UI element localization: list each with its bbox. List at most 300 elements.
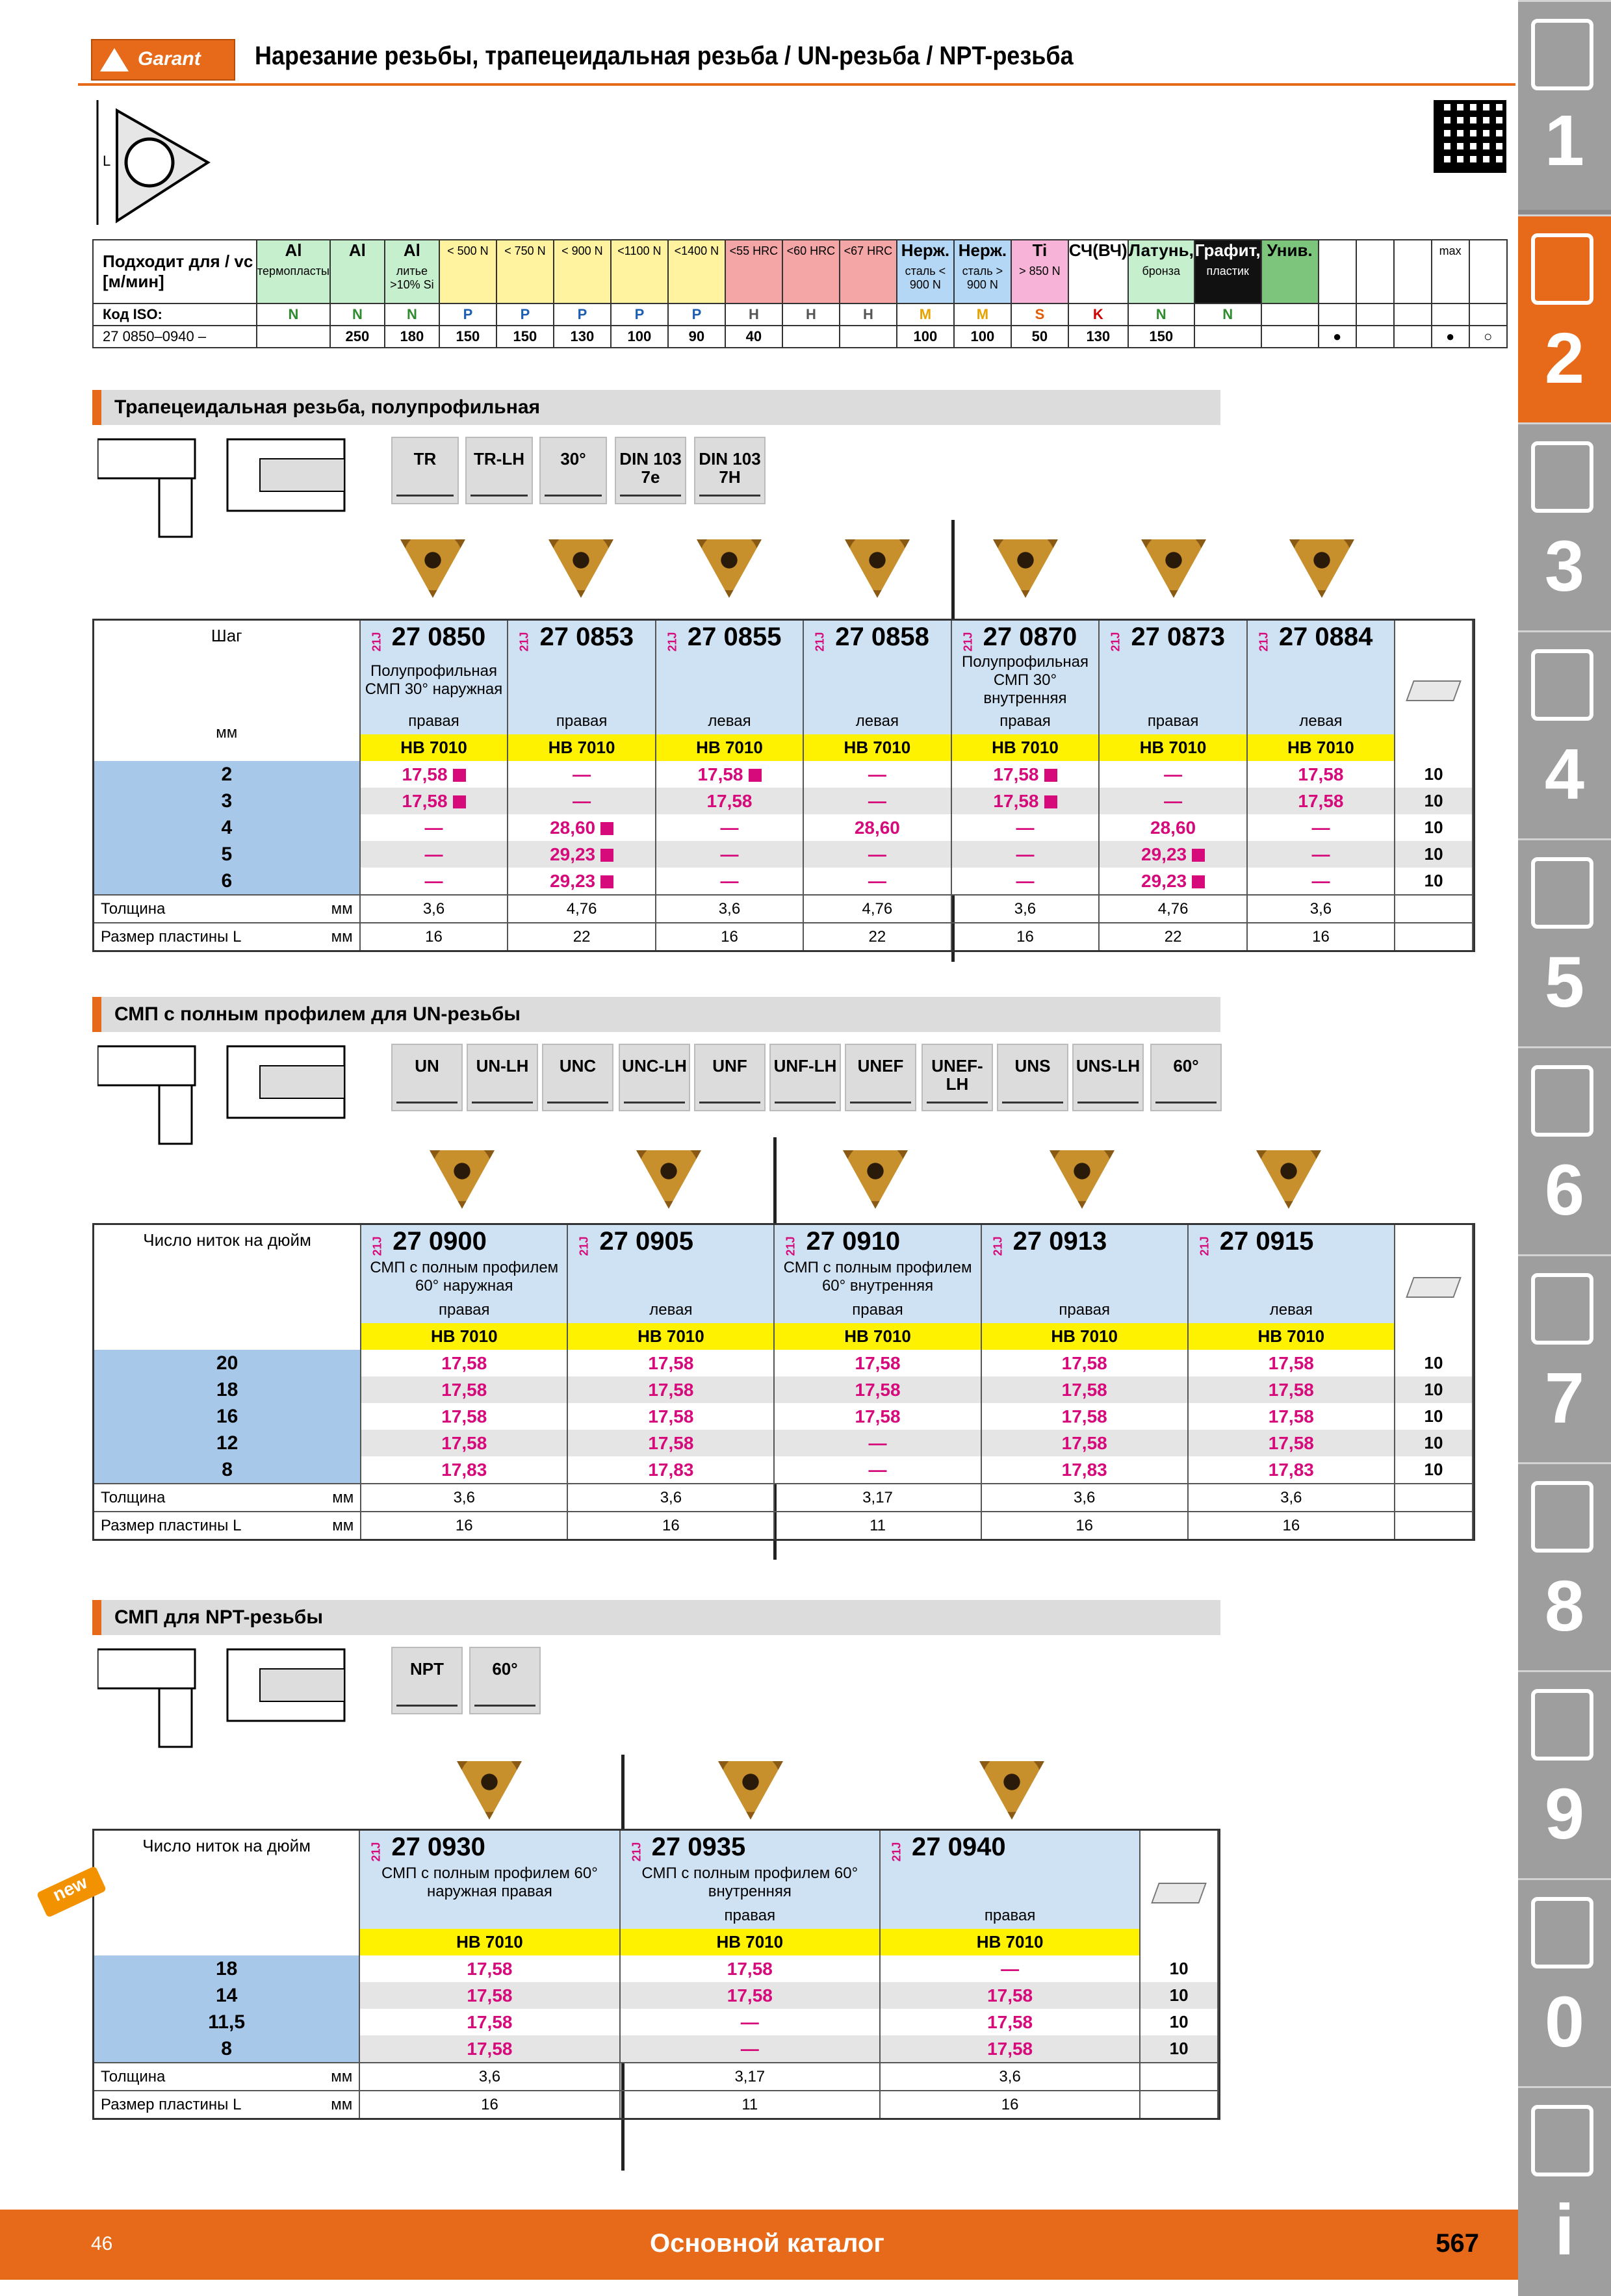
price-cell[interactable]: 17,58 [567,1403,774,1430]
footer [0,2210,1518,2280]
pack-quantity: 10 [1395,788,1473,814]
cutting-speed-cell: 100 [954,326,1011,348]
price-cell[interactable]: 17,58 [774,1403,981,1430]
side-tab-number: 2 [1544,318,1585,398]
garant-logo [91,39,235,81]
stock-indicator-icon [600,849,613,862]
section-icon [1531,1897,1593,1968]
side-tab-number: 8 [1544,1566,1585,1646]
price-cell[interactable]: 17,58 [774,1376,981,1403]
thread-standard-badge: NPT [391,1647,463,1714]
iso-code-cell: P [439,303,496,326]
material-column-header: < 500 N [439,240,496,303]
pack-quantity: 10 [1395,761,1473,788]
hand-direction: правая [880,1902,1140,1929]
thread-standard-badge: TR-LH [465,437,533,504]
cutting-speed-cell: 150 [496,326,554,348]
size-label: Размер пластины L мм [94,1512,361,1539]
side-tab-6[interactable] [1518,1046,1611,1256]
material-column-header: Графит, пластик [1194,240,1261,303]
price-cell[interactable]: 17,58 [359,1982,619,2009]
side-tab-5[interactable] [1518,838,1611,1048]
order-number[interactable]: 21J 27 0873 [1099,621,1246,653]
price-cell[interactable]: 17,58 [567,1376,774,1403]
new-badge: new [36,1866,107,1918]
material-column-header: <1400 N [668,240,725,303]
iso-code-cell: P [554,303,611,326]
row-key: 18 [94,1955,359,1982]
section-icon [1531,1273,1593,1345]
price-cell[interactable]: 28,60 [803,814,951,841]
size-label: Размер пластины L мм [94,2091,359,2118]
insert-description: СМП с полным профилем 60° наружная [361,1258,567,1296]
price-cell[interactable]: 17,58 [361,1350,567,1376]
section-title: СМП для NPT-резьбы [114,1606,323,1628]
size-value: 16 [360,923,508,950]
pack-size-icon [1395,621,1473,761]
price-cell[interactable]: — [620,2009,880,2035]
order-number[interactable]: 21J 27 0905 [567,1225,774,1258]
price-cell[interactable]: — [1099,761,1246,788]
side-tab-1[interactable] [1518,0,1611,210]
side-tab-number: i [1554,2190,1575,2270]
suitability-header-label: Подходит для / vc [м/мин] [93,240,257,303]
price-cell[interactable]: — [1247,814,1395,841]
section-icon [1531,857,1593,929]
price-cell[interactable]: 17,58 [359,2035,619,2063]
thickness-value: 3,6 [951,895,1100,923]
insert-image [845,533,910,598]
order-number[interactable]: 21J 27 0940 [880,1831,1140,1863]
row-key: 2 [94,761,360,788]
insert-description: СМП с полным профилем 60° внутренняя [774,1258,981,1296]
price-cell[interactable]: 17,58 [774,1350,981,1376]
carbide-grade: HB 7010 [803,734,951,761]
insert-image [636,1144,701,1209]
material-column-header [1356,240,1394,303]
hand-direction: правая [1099,708,1246,734]
order-number[interactable]: 21J 27 0858 [803,621,951,653]
order-number[interactable]: 21J 27 0850 [360,621,508,653]
price-cell[interactable]: 17,83 [361,1456,567,1484]
cutting-speed-cell [840,326,897,348]
price-cell[interactable]: 17,58 [951,788,1100,814]
thread-standard-badge: DIN 103 7e [615,437,686,504]
thread-standard-badge: UNF-LH [769,1044,841,1111]
price-cell[interactable]: 17,58 [359,2009,619,2035]
page-title: Нарезание резьбы, трапецеидальная резьба / UN-резьба / NPT-резьба [255,42,1074,70]
material-column-header: Унив. [1261,240,1319,303]
price-cell[interactable]: 17,58 [359,1955,619,1982]
carbide-grade: HB 7010 [1247,734,1395,761]
price-cell[interactable]: 17,58 [880,2009,1140,2035]
price-cell[interactable]: — [1247,841,1395,868]
price-cell[interactable]: 17,58 [656,761,803,788]
insert-image [1050,1144,1115,1209]
insert-description [1099,653,1246,708]
pack-quantity: 10 [1395,1456,1473,1484]
thickness-value: 3,17 [774,1484,981,1512]
insert-description [1247,653,1395,708]
section-icon [1531,649,1593,721]
price-cell[interactable]: — [803,761,951,788]
side-tab-7[interactable] [1518,1254,1611,1464]
material-column-header: <60 HRC [782,240,840,303]
hand-direction: левая [1188,1296,1395,1323]
hand-direction: левая [803,708,951,734]
price-cell[interactable]: 17,58 [981,1403,1188,1430]
price-cell[interactable]: 17,58 [361,1430,567,1456]
thread-standard-badge: DIN 103 7H [694,437,766,504]
iso-code-cell: N [1194,303,1261,326]
insert-description [567,1258,774,1296]
order-number[interactable]: 21J 27 0853 [508,621,655,653]
iso-code-cell: N [330,303,385,326]
stock-indicator-icon [600,822,613,835]
insert-description [981,1258,1188,1296]
price-cell[interactable]: — [1099,788,1246,814]
price-cell[interactable]: 17,58 [1188,1403,1395,1430]
insert-description [1188,1258,1395,1296]
thread-standard-badge: UNC-LH [619,1044,690,1111]
insert-description: Полупрофильная СМП 30° внутренняя [951,653,1100,708]
brand-name: Garant [138,48,201,70]
threading-setup-diagram [97,1040,357,1150]
order-number[interactable]: 21J 27 0913 [981,1225,1188,1258]
cutting-speed-cell [1394,326,1432,348]
price-row [94,1350,1473,1376]
order-number[interactable]: 21J 27 0855 [656,621,803,653]
cutting-speed-cell: 130 [554,326,611,348]
price-cell[interactable]: 29,23 [508,868,655,895]
price-cell[interactable]: 17,58 [620,1982,880,2009]
hand-direction: левая [656,708,803,734]
material-column-header: Al литье >10% Si [385,240,439,303]
pack-quantity: 10 [1140,1955,1218,1982]
price-cell[interactable]: 17,58 [361,1403,567,1430]
price-cell[interactable]: 29,23 [1099,868,1246,895]
carbide-grade: HB 7010 [620,1929,880,1955]
price-cell[interactable]: 28,60 [1099,814,1246,841]
footer-left-number: 46 [91,2233,113,2254]
material-column-header: Ti > 850 N [1011,240,1068,303]
price-cell[interactable]: 17,58 [620,1955,880,1982]
carbide-grade: HB 7010 [656,734,803,761]
insert-image [697,533,762,598]
cutting-speed-cell [782,326,840,348]
price-cell[interactable]: 29,23 [1099,841,1246,868]
product-table [92,619,1475,952]
side-tab-number: 9 [1544,1774,1585,1854]
price-cell[interactable]: — [880,1955,1140,1982]
iso-code-cell [1261,303,1319,326]
size-value: 16 [359,2091,619,2118]
thread-standard-badge: UNS [997,1044,1068,1111]
thickness-value: 3,6 [361,1484,567,1512]
thread-standard-badge: UNEF [845,1044,916,1111]
thread-standard-badge: 60° [469,1647,541,1714]
price-cell[interactable]: 17,58 [360,788,508,814]
hand-direction: правая [508,708,655,734]
thread-standard-badge: UN-LH [467,1044,538,1111]
price-cell[interactable]: 17,83 [567,1456,774,1484]
cutting-speed-cell: 130 [1068,326,1128,348]
insert-description [880,1863,1140,1902]
price-cell[interactable]: 17,58 [656,788,803,814]
cutting-speed-cell [1356,326,1394,348]
iso-code-cell: H [782,303,840,326]
section-title: СМП с полным профилем для UN-резьбы [114,1003,521,1025]
price-row [94,1403,1473,1430]
thread-standard-badge: UNF [694,1044,766,1111]
size-value: 16 [567,1512,774,1539]
carbide-grade: HB 7010 [880,1929,1140,1955]
hand-direction: правая [360,708,508,734]
price-cell[interactable]: — [620,2035,880,2063]
price-cell[interactable]: 17,58 [981,1376,1188,1403]
insert-image [548,533,613,598]
svg-text:L: L [103,153,111,169]
material-column-header [1319,240,1356,303]
price-row [94,1376,1473,1403]
thread-standard-badge: TR [391,437,459,504]
price-cell[interactable]: — [656,841,803,868]
size-value: 16 [656,923,803,950]
insert-image [979,1755,1044,1820]
section-icon [1531,1481,1593,1553]
carbide-grade: HB 7010 [951,734,1100,761]
pack-quantity: 10 [1395,1430,1473,1456]
article-range-label: 27 0850–0940 – [93,326,257,348]
side-tab-0[interactable] [1518,1878,1611,2088]
price-cell[interactable]: 17,83 [981,1456,1188,1484]
insert-image [993,533,1058,598]
material-column-header: max [1432,240,1469,303]
iso-code-cell: H [725,303,782,326]
iso-code-cell: M [954,303,1011,326]
product-table [92,1829,1220,2120]
side-tab-number: 7 [1544,1358,1585,1438]
material-column-header: <1100 N [611,240,668,303]
price-cell[interactable]: — [360,868,508,895]
price-row [94,788,1473,814]
carbide-grade: HB 7010 [981,1323,1188,1350]
insert-image [1256,1144,1321,1209]
row-key: 12 [94,1430,361,1456]
pack-quantity: 10 [1395,1403,1473,1430]
header-divider [78,83,1515,86]
thickness-value: 4,76 [803,895,951,923]
price-cell[interactable]: 17,58 [361,1376,567,1403]
thread-standard-badge: UN [391,1044,463,1111]
price-cell[interactable]: — [1247,868,1395,895]
carbide-grade: HB 7010 [361,1323,567,1350]
price-cell[interactable]: — [774,1456,981,1484]
section-header [92,997,1220,1032]
insert-description: СМП с полным профилем 60° наружная правая [359,1863,619,1902]
price-cell[interactable]: — [951,814,1100,841]
insert-image [430,1144,495,1209]
carbide-grade: HB 7010 [359,1929,619,1955]
row-key: 16 [94,1403,361,1430]
row-key: 11,5 [94,2009,359,2035]
thread-standard-badge: UNC [542,1044,613,1111]
pack-quantity: 10 [1395,814,1473,841]
material-column-header: Латунь, бронза [1128,240,1194,303]
price-cell[interactable]: 17,58 [981,1350,1188,1376]
price-cell[interactable]: — [360,841,508,868]
order-number[interactable]: 21J 27 0915 [1188,1225,1395,1258]
pack-quantity: 10 [1140,1982,1218,2009]
price-cell[interactable]: — [508,788,655,814]
material-column-header: Нерж. сталь > 900 N [954,240,1011,303]
pack-quantity: 10 [1395,1350,1473,1376]
material-column-header: < 900 N [554,240,611,303]
size-value: 16 [981,1512,1188,1539]
insert-description: СМП с полным профилем 60° внутренняя [620,1863,880,1902]
hand-direction [359,1902,619,1929]
material-column-header [1394,240,1432,303]
cutting-speed-cell: 50 [1011,326,1068,348]
size-value: 16 [361,1512,567,1539]
insert-dimension-diagram [91,97,221,227]
price-row [94,868,1473,895]
size-value: 11 [620,2091,880,2118]
thickness-value: 3,17 [620,2063,880,2091]
price-cell[interactable]: — [360,814,508,841]
cutting-speed-cell [1261,326,1319,348]
iso-code-cell: N [385,303,439,326]
price-cell[interactable]: 17,58 [1188,1430,1395,1456]
price-row [94,1456,1473,1484]
key-column-header: Число ниток на дюйм [94,1225,361,1350]
hand-direction: правая [774,1296,981,1323]
price-cell[interactable]: 17,83 [1188,1456,1395,1484]
insert-image [400,533,465,598]
order-number[interactable]: 21J 27 0930 [359,1831,619,1863]
side-tab-number: 5 [1544,942,1585,1022]
qr-code[interactable] [1434,100,1506,173]
price-cell[interactable]: 28,60 [508,814,655,841]
carbide-grade: HB 7010 [774,1323,981,1350]
side-tab-8[interactable] [1518,1462,1611,1672]
page-number: 567 [1436,2229,1479,2258]
thickness-value: 3,6 [1188,1484,1395,1512]
cutting-speed-cell: 90 [668,326,725,348]
thickness-value: 3,6 [880,2063,1140,2091]
price-cell[interactable]: 29,23 [508,841,655,868]
order-number[interactable]: 21J 27 0884 [1247,621,1395,653]
price-row [94,1430,1473,1456]
price-cell[interactable]: — [951,841,1100,868]
material-column-header: СЧ(ВЧ) [1068,240,1128,303]
price-cell[interactable]: — [803,841,951,868]
price-row [94,841,1473,868]
order-number[interactable]: 21J 27 0910 [774,1225,981,1258]
order-number[interactable]: 21J 27 0900 [361,1225,567,1258]
price-cell[interactable]: — [951,868,1100,895]
iso-code-cell: N [257,303,330,326]
size-value: 22 [803,923,951,950]
size-value: 16 [880,2091,1140,2118]
pack-quantity: 10 [1140,2009,1218,2035]
insert-description: Полупрофильная СМП 30° наружная [360,653,508,708]
side-tab-9[interactable] [1518,1670,1611,1880]
price-cell[interactable]: 17,58 [1247,788,1395,814]
iso-code-cell: P [496,303,554,326]
cutting-speed-cell [257,326,330,348]
thread-standard-badge: 60° [1150,1044,1222,1111]
price-cell[interactable]: 17,58 [567,1430,774,1456]
section-icon [1531,233,1593,305]
product-table [92,1223,1475,1541]
cutting-speed-cell: ● [1432,326,1469,348]
thread-standard-badge: 30° [539,437,607,504]
row-key: 18 [94,1376,361,1403]
stock-indicator-icon [749,769,762,782]
price-cell[interactable]: 17,58 [880,2035,1140,2063]
price-cell[interactable]: 17,58 [951,761,1100,788]
size-value: 22 [1099,923,1246,950]
order-number[interactable]: 21J 27 0935 [620,1831,880,1863]
price-cell[interactable]: — [508,761,655,788]
price-cell[interactable]: — [774,1430,981,1456]
iso-code-cell: P [611,303,668,326]
price-cell[interactable]: — [803,788,951,814]
stock-indicator-icon [1044,795,1057,808]
carbide-grade: HB 7010 [1188,1323,1395,1350]
section-icon [1531,1065,1593,1137]
price-cell[interactable]: 17,58 [981,1430,1188,1456]
price-row [94,1982,1218,2009]
thickness-value: 3,6 [656,895,803,923]
side-tab-2[interactable] [1518,214,1611,424]
material-column-header [1469,240,1507,303]
material-column-header: Al [330,240,385,303]
price-cell[interactable]: 17,58 [880,1982,1140,2009]
hand-direction: правая [361,1296,567,1323]
price-cell[interactable]: — [803,868,951,895]
key-column-header: Число ниток на дюйм [94,1831,359,1955]
carbide-grade: HB 7010 [360,734,508,761]
side-tab-4[interactable] [1518,630,1611,840]
thickness-value: 3,6 [567,1484,774,1512]
iso-code-label: Код ISO: [93,303,257,326]
size-label: Размер пластины L мм [94,923,360,950]
footer-catalog-title: Основной каталог [650,2229,884,2258]
thickness-label: Толщина мм [94,2063,359,2091]
price-cell[interactable]: 17,58 [1188,1350,1395,1376]
thickness-label: Толщина мм [94,895,360,923]
price-cell[interactable]: 17,58 [567,1350,774,1376]
price-cell[interactable]: — [656,868,803,895]
thread-standard-badge: UNEF-LH [921,1044,993,1111]
side-tab-i[interactable] [1518,2086,1611,2296]
price-cell[interactable]: 17,58 [1188,1376,1395,1403]
cutting-speed-cell: 40 [725,326,782,348]
stock-indicator-icon [1192,849,1205,862]
side-tab-3[interactable] [1518,422,1611,632]
row-key: 3 [94,788,360,814]
size-value: 16 [1247,923,1395,950]
price-cell[interactable]: 17,58 [360,761,508,788]
order-number[interactable]: 21J 27 0870 [951,621,1100,653]
price-cell[interactable]: — [656,814,803,841]
hand-direction: левая [1247,708,1395,734]
section-title: Трапецеидальная резьба, полупрофильная [114,396,541,418]
pack-size-icon [1395,1225,1473,1350]
price-cell[interactable]: 17,58 [1247,761,1395,788]
